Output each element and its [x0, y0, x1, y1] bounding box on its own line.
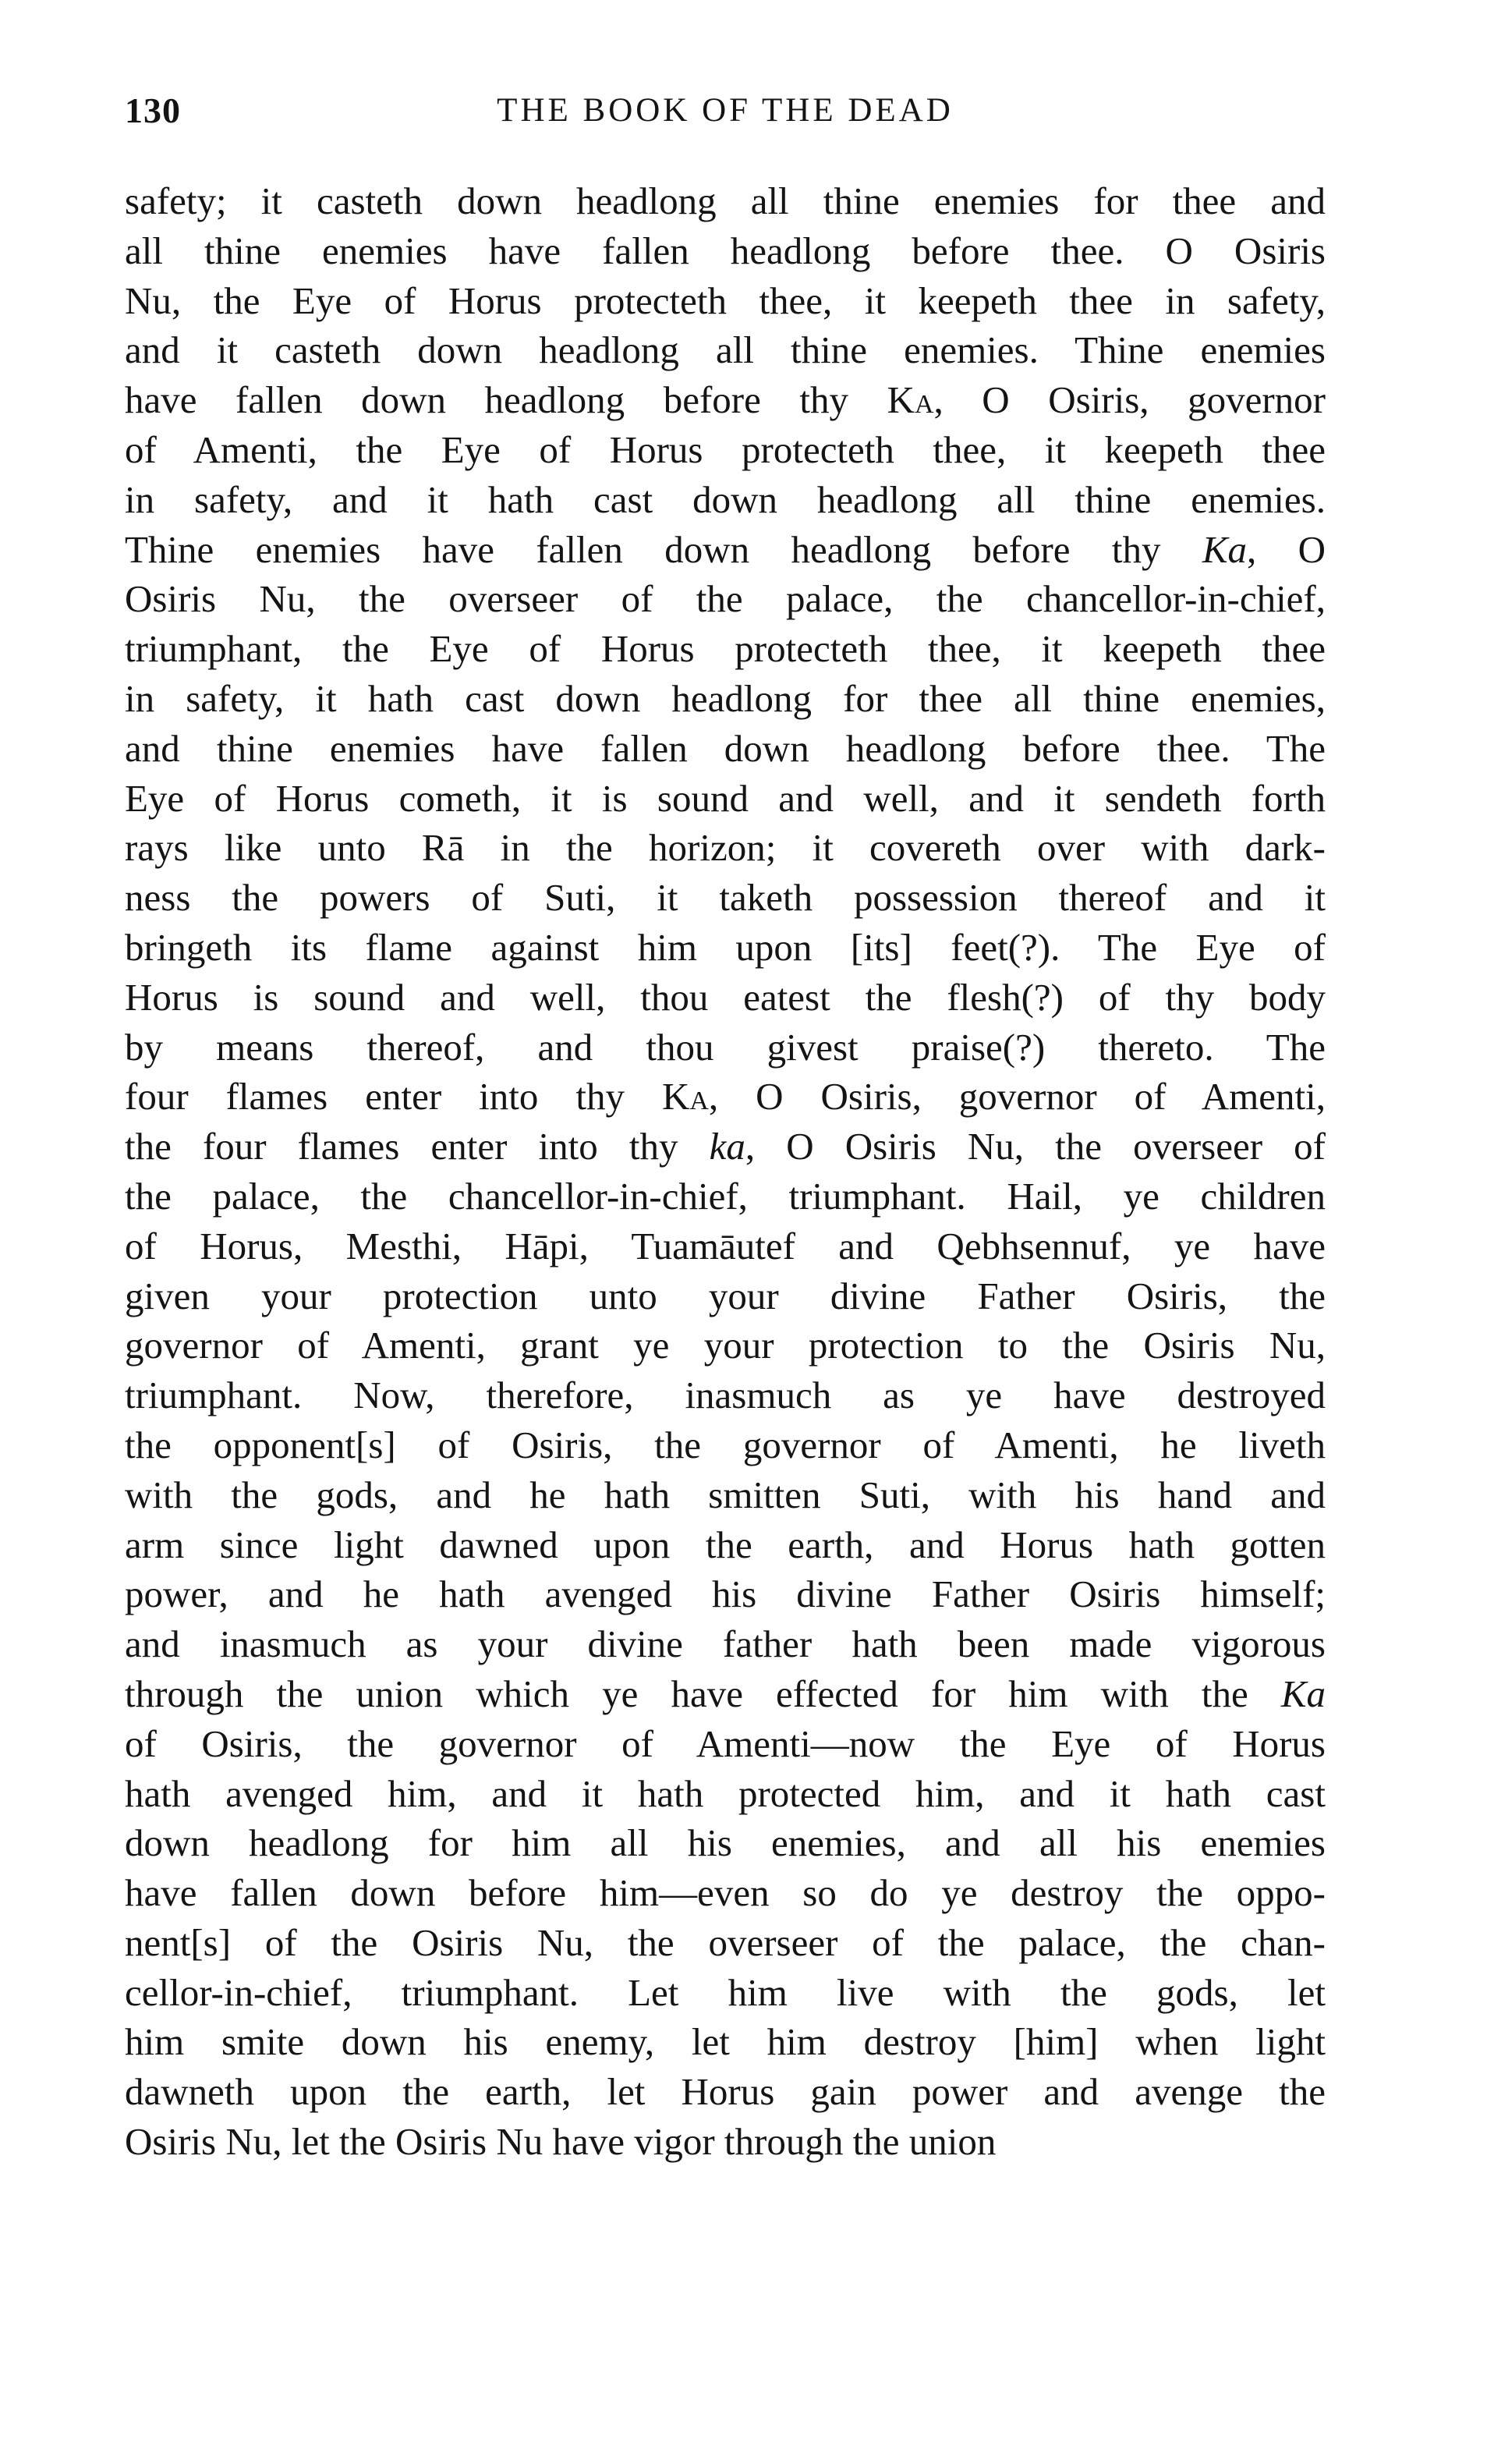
text-line: ness the powers of Suti, it taketh possession thereof and it	[125, 876, 1326, 920]
text-line: with the gods, and he hath smitten Suti, with his hand and	[125, 1473, 1326, 1516]
text-line: have fallen down before him—even so do ye destroy the oppo-	[125, 1871, 1326, 1915]
text-line: down headlong for him all his enemies, and all his enemies	[125, 1821, 1326, 1865]
page-header	[125, 87, 1326, 134]
text-line: Eye of Horus cometh, it is sound and well, and it sendeth forth	[125, 776, 1326, 820]
text-line: him smite down his enemy, let him destroy [him] when light	[125, 2020, 1326, 2064]
text-line: and inasmuch as your divine father hath been made vigorous	[125, 1622, 1326, 1666]
text-line: bringeth its flame against him upon [its] feet(?). The Eye of	[125, 925, 1326, 969]
running-title: THE BOOK OF THE DEAD	[497, 92, 954, 129]
text-line: the four flames enter into thy ka, O Osiris Nu, the overseer of	[125, 1125, 1326, 1168]
text-line: four flames enter into thy Ka, O Osiris, governor of Amenti,	[125, 1075, 1326, 1119]
text-line: cellor-in-chief, triumphant. Let him live with the gods, let	[125, 1970, 1326, 2014]
text-line: hath avenged him, and it hath protected him, and it hath cast	[125, 1771, 1326, 1815]
text-line: Horus is sound and well, thou eatest the flesh(?) of thy body	[125, 975, 1326, 1019]
text-line: Osiris Nu, the overseer of the palace, the chancellor-in-chief,	[125, 577, 1326, 621]
text-line: governor of Amenti, grant ye your protection to the Osiris Nu,	[125, 1324, 1326, 1367]
text-line: through the union which ye have effected for him with the Ka	[125, 1672, 1326, 1715]
text-line: the palace, the chancellor-in-chief, triumphant. Hail, ye children	[125, 1174, 1326, 1218]
text-line: rays like unto Rā in the horizon; it covereth over with dark-	[125, 826, 1326, 870]
text-line: of Osiris, the governor of Amenti—now the Eye of Horus	[125, 1721, 1326, 1765]
text-line: the opponent[s] of Osiris, the governor of Amenti, he liveth	[125, 1423, 1326, 1466]
text-line: and it casteth down headlong all thine enemies. Thine enemies	[125, 328, 1326, 372]
text-line: arm since light dawned upon the earth, and Horus hath gotten	[125, 1523, 1326, 1566]
page-number: 130	[125, 90, 181, 130]
text-line: of Amenti, the Eye of Horus protecteth thee, it keepeth thee	[125, 427, 1326, 471]
text-line: in safety, it hath cast down headlong for thee all thine enemies,	[125, 676, 1326, 720]
text-line: of Horus, Mesthi, Hāpi, Tuamāutef and Qebhsennuf, ye have	[125, 1224, 1326, 1267]
text-line: in safety, and it hath cast down headlong all thine enemies.	[125, 477, 1326, 521]
text-line: safety; it casteth down headlong all thine enemies for thee and	[125, 179, 1326, 222]
text-line: power, and he hath avenged his divine Father Osiris himself;	[125, 1572, 1326, 1616]
text-line: all thine enemies have fallen headlong before thee. O Osiris	[125, 229, 1326, 272]
text-line: dawneth upon the earth, let Horus gain power and avenge the	[125, 2070, 1326, 2114]
text-line: Osiris Nu, let the Osiris Nu have vigor through the union	[125, 2120, 997, 2164]
text-line: nent[s] of the Osiris Nu, the overseer of the palace, the chan-	[125, 1920, 1326, 1964]
text-line: given your protection unto your divine Father Osiris, the	[125, 1274, 1326, 1317]
text-line: have fallen down headlong before thy Ka, O Osiris, governor	[125, 378, 1326, 422]
body-text	[125, 176, 1326, 2167]
text-line: by means thereof, and thou givest praise(?) thereto. The	[125, 1025, 1326, 1069]
text-line: triumphant, the Eye of Horus protecteth thee, it keepeth thee	[125, 627, 1326, 671]
text-line: Thine enemies have fallen down headlong before thy Ka, O	[125, 527, 1326, 571]
text-line: Nu, the Eye of Horus protecteth thee, it keepeth thee in safety,	[125, 278, 1326, 322]
text-line: and thine enemies have fallen down headlong before thee. The	[125, 726, 1326, 770]
text-line: triumphant. Now, therefore, inasmuch as ye have destroyed	[125, 1374, 1326, 1417]
